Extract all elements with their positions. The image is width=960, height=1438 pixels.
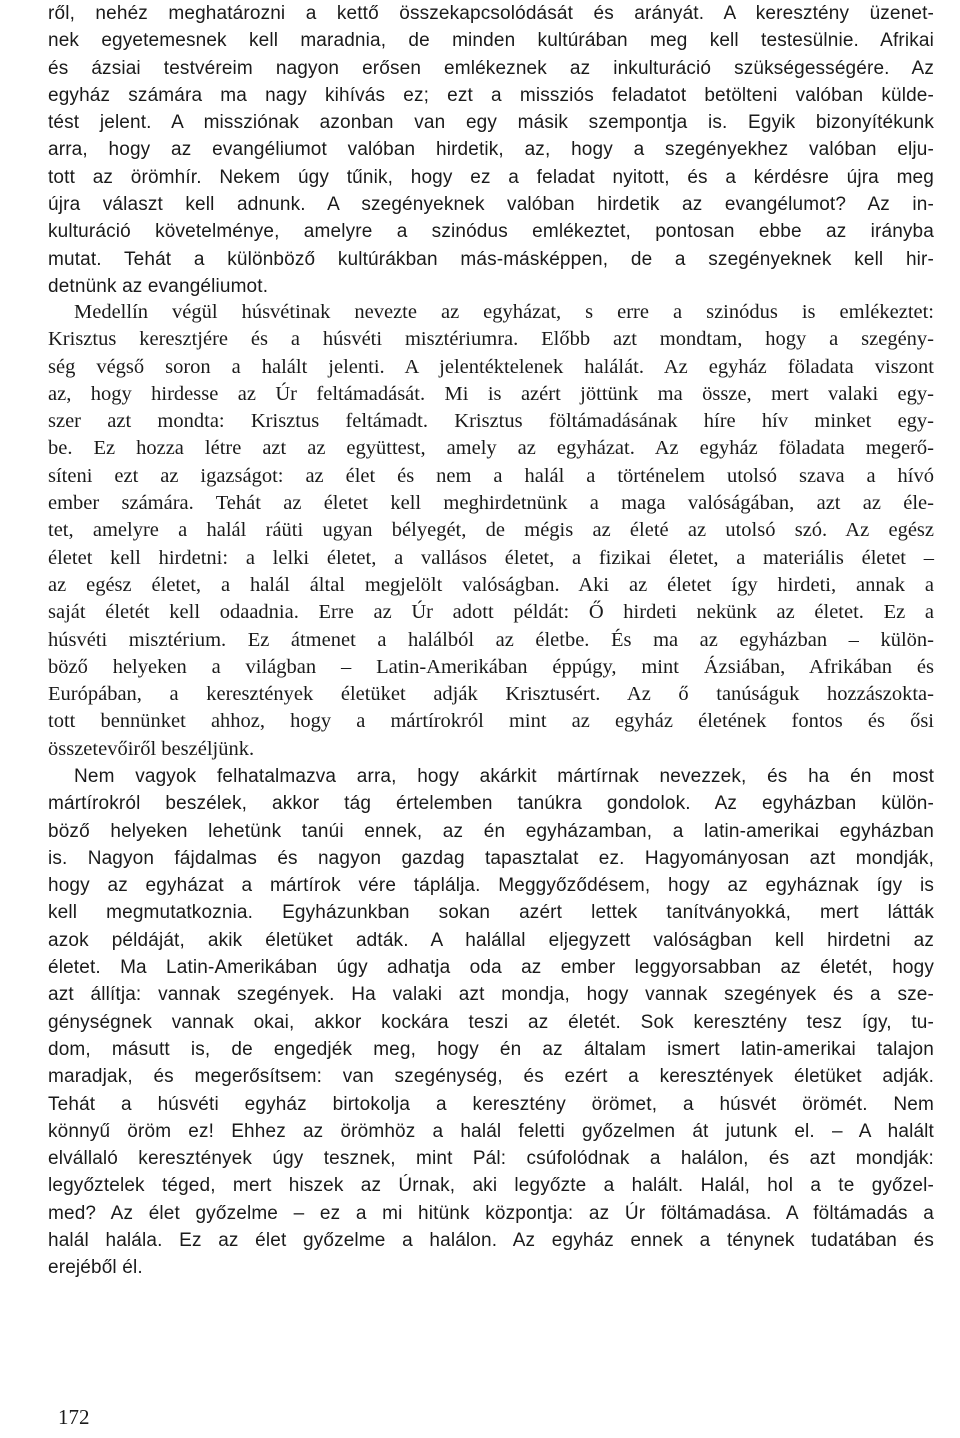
text-line: legyőztelek téged, mert hiszek az Úrnak, aki legyőzte a halált. Halál, hol a te győzel- <box>48 1175 934 1197</box>
text-line: dom, másutt is, de engedjék meg, hogy én az általam ismert latin-amerikai talajon <box>48 1038 934 1060</box>
text-line: az, hogy hirdesse az Úr feltámadását. Mi is azért jöttünk ma össze, mert valaki egy- <box>48 382 934 405</box>
text-line: génységnek vannak okai, akkor kockára teszi az életét. Sok keresztény tesz így, tu- <box>48 1011 934 1033</box>
text-line: azt állítja: vannak szegények. Ha valaki azt mondja, hogy vannak szegények és a sze- <box>48 984 934 1006</box>
text-line: Európában, a keresztények életüket adják Krisztusért. Az ő tanúságuk hozzászokta- <box>48 683 934 706</box>
text-line: kell megmutatkoznia. Egyházunkban sokan azért lettek tanítványokká, mert látták <box>48 902 934 924</box>
text-line: maradjak, és megerősítsem: van szegénység, és ezért a keresztények életüket adják. <box>48 1066 934 1088</box>
paragraph-3 <box>48 763 934 1282</box>
text-line: med? Az élet győzelme – ez a mi hitünk központja: az Úr föltámadása. A föltámadás a <box>48 1202 934 1224</box>
page-number: 172 <box>58 1405 90 1429</box>
text-line: ről, nehéz meghatározni a kettő összekapcsolódását és arányát. A keresztény üzenet- <box>48 3 934 24</box>
text-line: halál halála. Ez az élet győzelme a halálon. Az egyház ennek a ténynek tudatában és <box>48 1230 934 1252</box>
text-line: is. Nagyon fájdalmas és nagyon gazdag tapasztalat ez. Hagyományosan azt mondják, <box>48 847 934 869</box>
text-line: ség végső soron a halált jelenti. A jelentéktelenek halálát. Az egyház föladata viszont <box>48 355 934 378</box>
text-line: mutat. Tehát a különböző kultúrákban más-másképpen, de a szegényeknek kell hir- <box>48 248 934 270</box>
text-line: életet kell hirdetni: a lelki életet, a vallásos életet, a fizikai életet, a materiális életet – <box>48 546 934 569</box>
paragraph-2 <box>48 299 934 763</box>
text-line: tést jelent. A missziónak azonban van egy másik szempontja is. Egyik bizonyítékunk <box>48 112 934 134</box>
text-line: böző helyeken a világban – Latin-Amerikában éppúgy, mint Ázsiában, Afrikában és <box>48 655 934 678</box>
text-line: be. Ez hozza létre azt az együttest, amely az egyházat. Az egyház föladata megerő- <box>48 437 934 460</box>
text-line: egyház számára ma nagy kihívás ez; ezt a missziós feladatot betölteni valóban külde- <box>48 84 934 106</box>
text-line: erejéből él. <box>48 1257 143 1279</box>
text-line: tott bennünket ahhoz, hogy a mártírokról mint az egyház életének fontos és ősi <box>48 710 934 733</box>
text-line: saját életét kell odaadnia. Erre az Úr adott példát: Ő hirdeti nekünk az életet. Ez a <box>48 601 934 624</box>
text-line: Krisztus keresztjére és a húsvéti misztériumra. Előbb azt mondtam, hogy a szegény- <box>48 328 934 351</box>
text-line: arra, hogy az evangéliumot valóban hirdetik, az, hogy a szegényekhez valóban elju- <box>48 139 934 161</box>
text-line: az egész életet, a halál által megjelölt valóságban. Aki az életet így hirdeti, annak a <box>48 573 934 596</box>
text-line: életet. Ma Latin-Amerikában úgy adhatja oda az ember leggyorsabban az életét, hogy <box>48 957 934 979</box>
text-line: ember számára. Tehát az életet kell meghirdetnünk a maga valóságában, azt az éle- <box>48 492 934 515</box>
text-line: hogy az egyházat a mártírok vére táplálja. Meggyőződésem, hogy az egyháznak így is <box>48 875 934 897</box>
text-line: húsvéti misztérium. Ez átmenet a halálból az életbe. És ma az egyházban – külön- <box>48 628 934 651</box>
text-line: mártírokról beszélek, akkor tág értelemben tanúkra gondolok. Az egyházban külön- <box>48 793 934 815</box>
text-line: nek egyetemesnek kell maradnia, de minden kultúrában meg kell testesülnie. Afrikai <box>48 30 934 52</box>
text-line: Medellín végül húsvétinak nevezte az egyházat, s erre a szinódus is emlékeztet: <box>74 301 934 323</box>
text-line: síteni ezt az igazságot: az élet és nem a halál a történelem utolsó szava a hívó <box>48 464 934 487</box>
text-line: Nem vagyok felhatalmazva arra, hogy akárkit mártírnak nevezzek, és ha én most <box>74 766 934 787</box>
text-line: azok példáját, akik életüket adták. A halállal eljegyzett valóságban kell hirdetni az <box>48 929 934 951</box>
text-line: detnünk az evangéliumot. <box>48 275 269 297</box>
text-line: összetevőiről beszéljünk. <box>48 737 255 760</box>
text-line: könnyű öröm ez! Ehhez az örömhöz a halál feletti győzelmen át jutunk el. – A halált <box>48 1120 934 1142</box>
text-line: böző helyeken lehetünk tanúi ennek, az én egyházamban, a latin-amerikai egyházban <box>48 820 934 842</box>
text-line: és ázsiai testvéreim nagyon erősen emlékeznek az inkulturáció szükségességére. Az <box>48 57 934 79</box>
text-line: elvállaló keresztények úgy tesznek, mint Pál: csúfolódnak a halálon, és azt mondják: <box>48 1148 934 1170</box>
text-line: újra választ kell adnunk. A szegényeknek valóban hirdetik az evangélumot? Az in- <box>48 194 934 216</box>
text-line: tott az örömhír. Nekem úgy tűnik, hogy ez a feladat nyitott, és a kérdésre újra meg <box>48 166 934 188</box>
text-line: Tehát a húsvéti egyház birtokolja a keresztény örömet, a húsvét örömét. Nem <box>48 1093 934 1115</box>
text-line: szer azt mondta: Krisztus feltámadt. Krisztus föltámadásának híre hív minket egy- <box>48 410 934 433</box>
paragraph-1 <box>48 0 934 300</box>
text-line: kulturáció követelménye, amelyre a szinódus emlékeztet, pontosan ebbe az irányba <box>48 221 934 243</box>
text-line: tet, amelyre a halál ráüti ugyan bélyegét, de mégis az életé az utolsó szó. Az egész <box>48 519 934 542</box>
